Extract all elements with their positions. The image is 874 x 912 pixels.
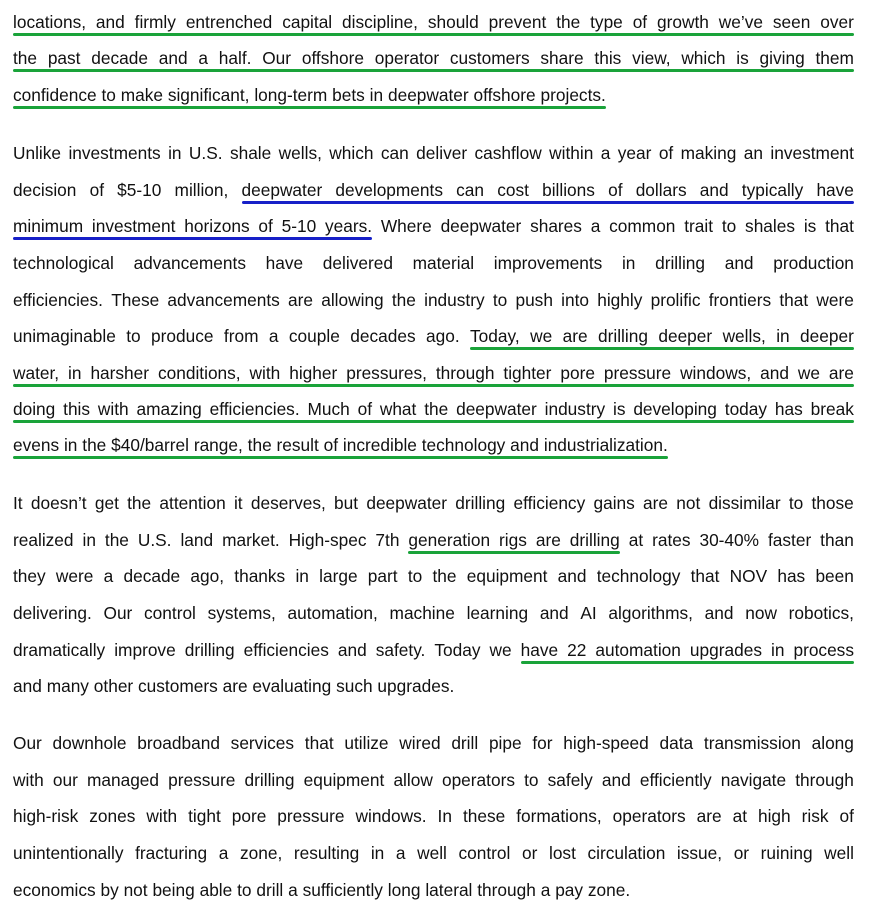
green-highlight-underline <box>470 347 854 350</box>
text-line: with our managed pressure drilling equipment allow operators to safely and efficiently navigate through <box>13 770 854 790</box>
text-line: unimaginable to produce from a couple decades ago. Today, we are drilling deeper wells, in deeper <box>13 326 854 346</box>
text-line: It doesn’t get the attention it deserves, but deepwater drilling efficiency gains are not dissimilar to those <box>13 493 854 513</box>
text-line: doing this with amazing efficiencies. Much of what the deepwater industry is developing today has break <box>13 399 854 419</box>
blue-highlight-underline <box>242 201 854 204</box>
text-line: unintentionally fracturing a zone, resulting in a well control or lost circulation issue, or ruining well <box>13 843 854 863</box>
blue-highlight-underline <box>13 237 372 240</box>
green-highlight-underline <box>13 69 854 72</box>
green-highlight-underline <box>13 420 854 423</box>
text-line: Unlike investments in U.S. shale wells, which can deliver cashflow within a year of making an investment <box>13 143 854 163</box>
text-line: minimum investment horizons of 5-10 years. Where deepwater shares a common trait to shales is that <box>13 216 854 236</box>
text-line: they were a decade ago, thanks in large part to the equipment and technology that NOV has been <box>13 566 854 586</box>
green-highlight-underline <box>408 551 619 554</box>
text-line: confidence to make significant, long-term bets in deepwater offshore projects. <box>13 85 606 105</box>
text-line: realized in the U.S. land market. High-spec 7th generation rigs are drilling at rates 30-40% faster than <box>13 530 854 550</box>
green-highlight-underline <box>521 661 854 664</box>
text-line: evens in the $40/barrel range, the result of incredible technology and industrialization. <box>13 435 668 455</box>
text-line: dramatically improve drilling efficiencies and safety. Today we have 22 automation upgrades in process <box>13 640 854 660</box>
text-line: high-risk zones with tight pore pressure windows. In these formations, operators are at high risk of <box>13 806 854 826</box>
text-line: delivering. Our control systems, automation, machine learning and AI algorithms, and now robotics, <box>13 603 854 623</box>
text-line: the past decade and a half. Our offshore operator customers share this view, which is giving them <box>13 48 854 68</box>
text-line: efficiencies. These advancements are allowing the industry to push into highly prolific frontiers that were <box>13 290 854 310</box>
text-line: Our downhole broadband services that utilize wired drill pipe for high-speed data transmission along <box>13 733 854 753</box>
text-line: economics by not being able to drill a sufficiently long lateral through a pay zone. <box>13 880 631 900</box>
green-highlight-underline <box>13 456 668 459</box>
text-line: water, in harsher conditions, with higher pressures, through tighter pore pressure windows, and we are <box>13 363 854 383</box>
green-highlight-underline <box>13 106 606 109</box>
text-line: technological advancements have delivered material improvements in drilling and production <box>13 253 854 273</box>
text-line: locations, and firmly entrenched capital discipline, should prevent the type of growth we’ve seen over <box>13 12 854 32</box>
green-highlight-underline <box>13 33 854 36</box>
green-highlight-underline <box>13 384 854 387</box>
text-line: and many other customers are evaluating such upgrades. <box>13 676 455 696</box>
text-line: decision of $5-10 million, deepwater developments can cost billions of dollars and typically have <box>13 180 854 200</box>
